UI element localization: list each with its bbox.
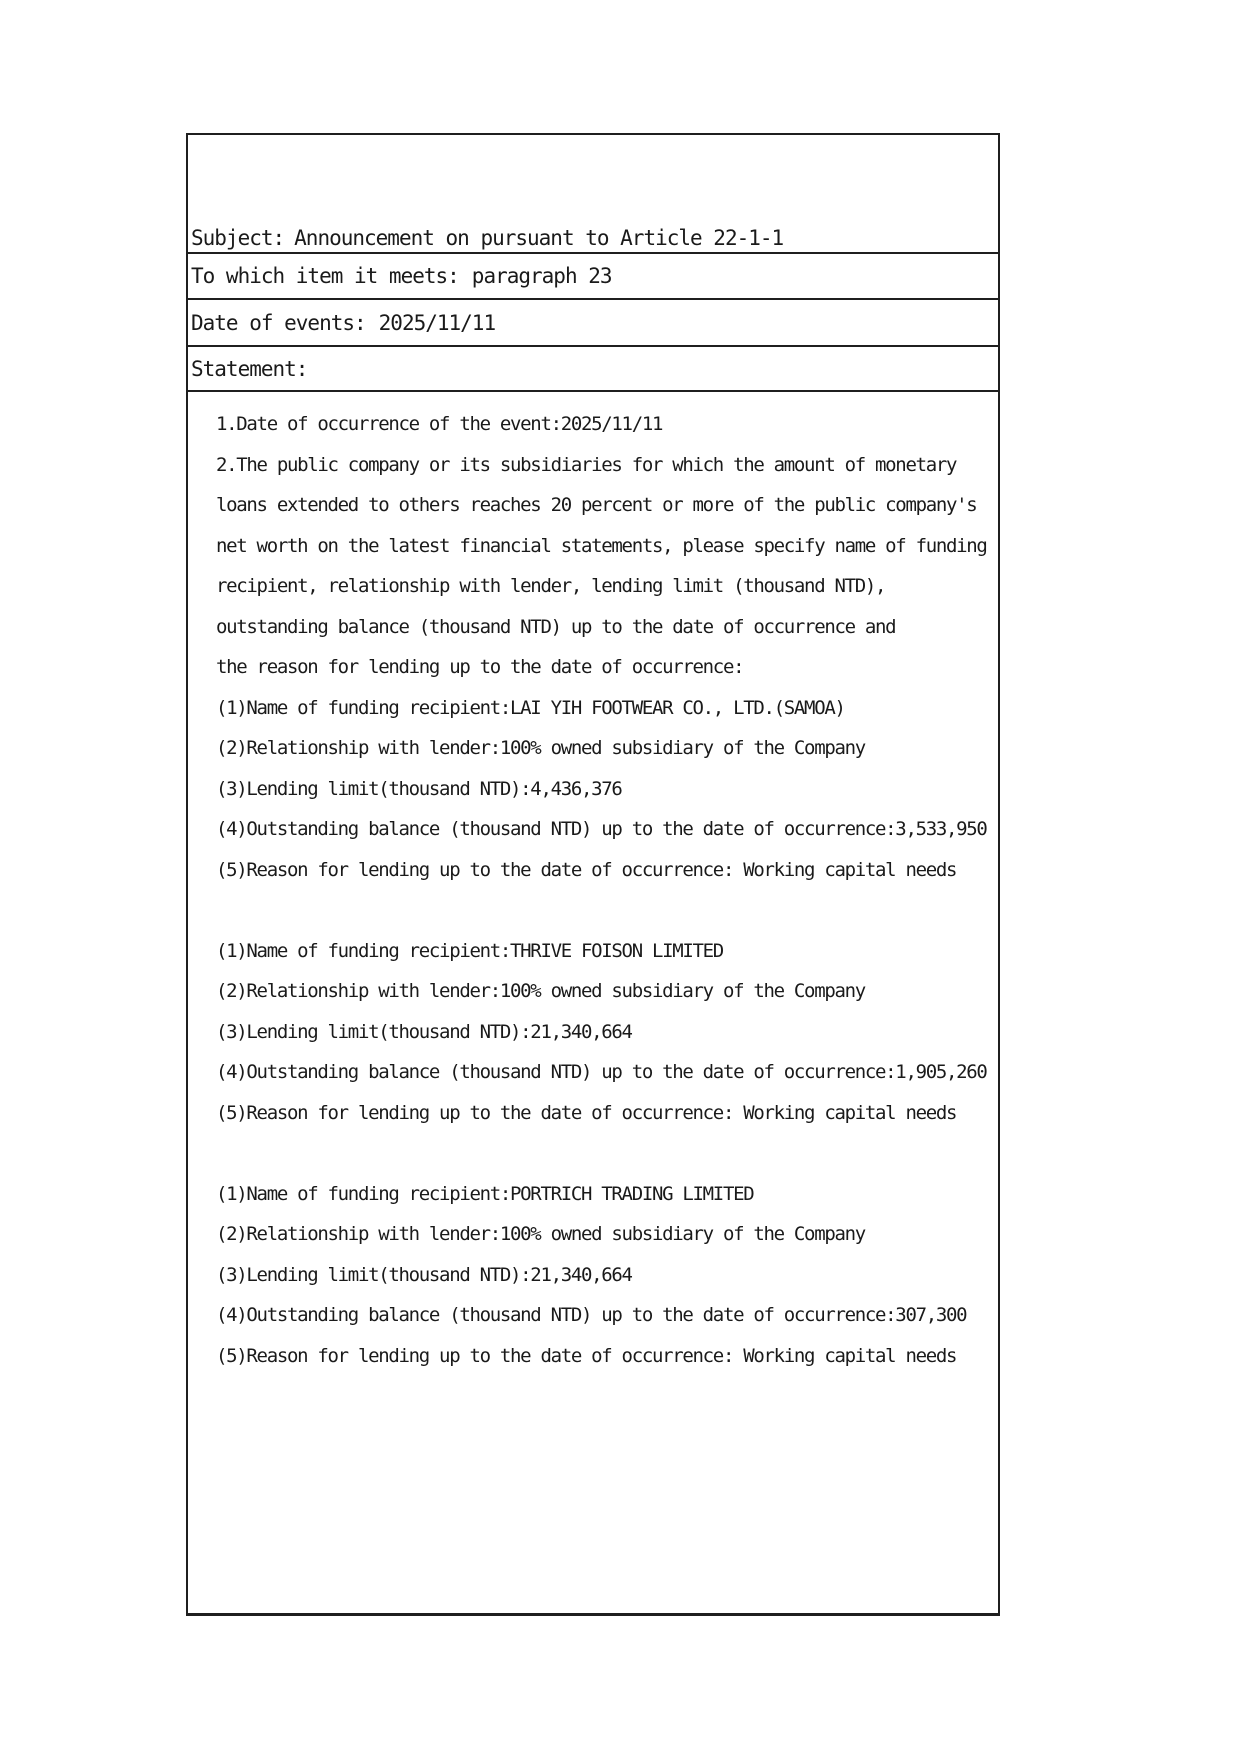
subject-row <box>188 135 998 254</box>
statement-line: (5)Reason for lending up to the date of occurrence: Working capital needs <box>216 1344 957 1367</box>
statement-line: (2)Relationship with lender:100% owned subsidiary of the Company <box>216 1223 865 1245</box>
subject-label: Subject: <box>191 226 285 250</box>
statement-line: (4)Outstanding balance (thousand NTD) up to the date of occurrence:1,905,260 <box>216 1061 987 1083</box>
statement-line: outstanding balance (thousand NTD) up to the date of occurrence and <box>216 615 896 638</box>
statement-line: (3)Lending limit(thousand NTD):4,436,376 <box>216 777 622 800</box>
statement-line: (4)Outstanding balance (thousand NTD) up to the date of occurrence:3,533,950 <box>216 818 987 840</box>
statement-line: the reason for lending up to the date of occurrence: <box>216 656 744 678</box>
statement-label-row <box>188 347 998 392</box>
statement-line <box>216 1133 996 1174</box>
statement-line: 1.Date of occurrence of the event:2025/11/11 <box>216 413 663 435</box>
statement-line: 2.The public company or its subsidiaries for which the amount of monetary <box>216 453 957 476</box>
subject-text-line-1: Announcement on pursuant to Article 22-1-1 <box>294 226 784 250</box>
statement-line: (5)Reason for lending up to the date of occurrence: Working capital needs <box>216 858 957 881</box>
statement-line: (1)Name of funding recipient:LAI YIH FOOTWEAR CO., LTD.(SAMOA) <box>216 696 845 719</box>
statement-line: (2)Relationship with lender:100% owned subsidiary of the Company <box>216 980 865 1002</box>
statement-line: (2)Relationship with lender:100% owned subsidiary of the Company <box>216 737 865 759</box>
meets-value: paragraph 23 <box>471 264 612 288</box>
date-of-events-value: 2025/11/11 <box>378 310 496 335</box>
statement-line: recipient, relationship with lender, lending limit (thousand NTD), <box>216 575 886 597</box>
date-of-events-label: Date of events: <box>191 310 366 335</box>
subject-first-line <box>191 219 996 254</box>
statement-line: net worth on the latest financial statements, please specify name of funding <box>216 534 987 557</box>
statement-body <box>188 392 998 1613</box>
meets-row <box>188 254 998 300</box>
meets-label: To which item it meets: <box>191 264 459 288</box>
statement-line: (4)Outstanding balance (thousand NTD) up to the date of occurrence:307,300 <box>216 1304 967 1326</box>
statement-line: (1)Name of funding recipient:PORTRICH TRADING LIMITED <box>216 1182 754 1205</box>
statement-line: (5)Reason for lending up to the date of occurrence: Working capital needs <box>216 1101 957 1124</box>
announcement-table <box>186 133 1000 1616</box>
statement-line: (3)Lending limit(thousand NTD):21,340,664 <box>216 1263 632 1286</box>
statement-line: loans extended to others reaches 20 percent or more of the public company's <box>216 494 977 516</box>
statement-label: Statement: <box>191 356 308 381</box>
statement-line: (1)Name of funding recipient:THRIVE FOISON LIMITED <box>216 939 723 962</box>
statement-line <box>216 890 996 931</box>
date-of-events-row <box>188 300 998 347</box>
statement-line: (3)Lending limit(thousand NTD):21,340,664 <box>216 1020 632 1043</box>
